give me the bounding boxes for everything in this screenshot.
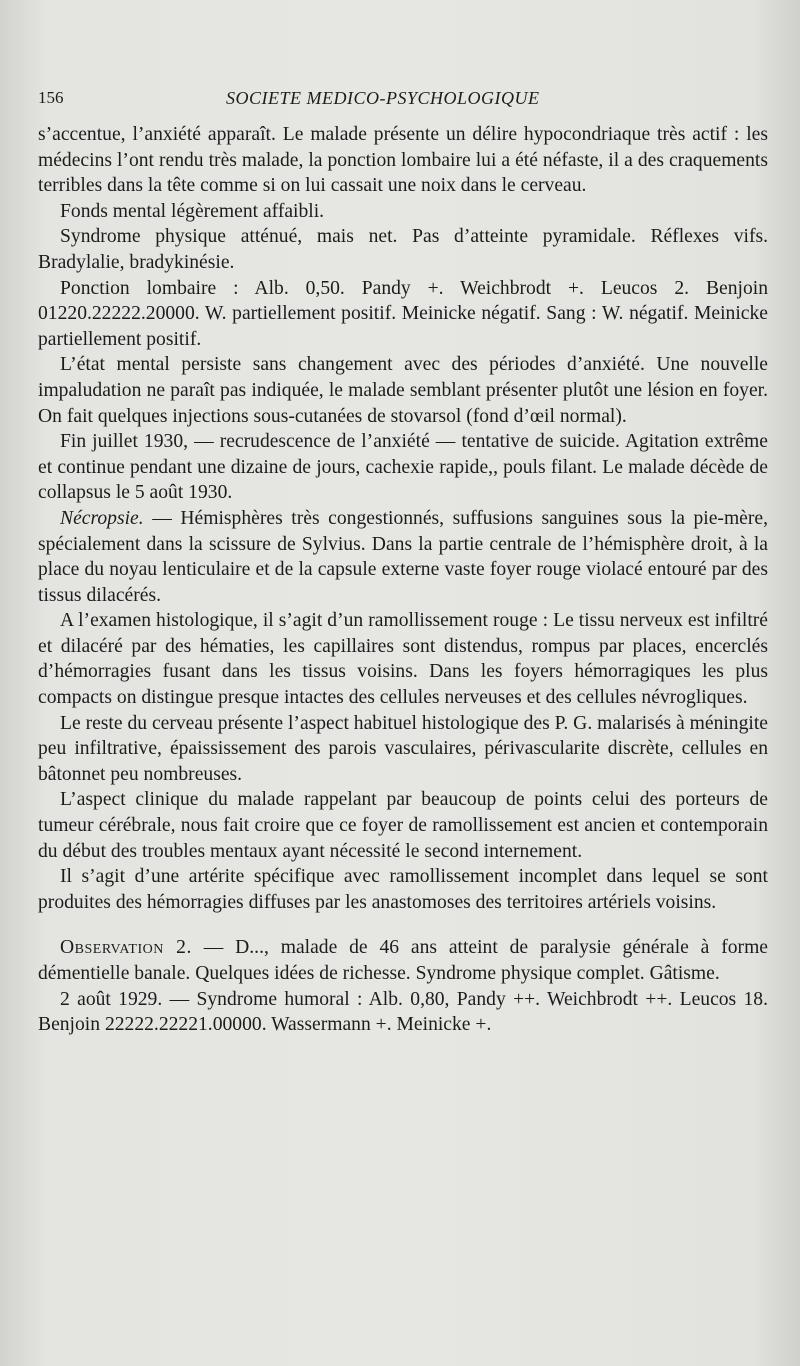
observation-text: — D..., malade de 46 ans atteint de paralysie générale à forme démentielle banale. Quelques idées de richesse. Syndrome physique complet. Gâtisme.	[38, 937, 769, 984]
paragraph: 2 août 1929. — Syndrome humoral : Alb. 0,80, Pandy ++. Weichbrodt ++. Leucos 18. Benjoin 22222.22221.00000. Wassermann +. Meinicke +.	[38, 988, 768, 1036]
page-number: 156	[38, 88, 64, 107]
body-text	[38, 122, 768, 1038]
paragraph: s’accentue, l’anxiété apparaît. Le malade présente un délire hypocondriaque très actif : les médecins l’ont rendu très malade, la ponction lombaire lui a été néfaste, il a des craquements terribles dans la tête comme si on lui cassait une noix dans le cerveau.	[38, 124, 768, 197]
paragraph: Fonds mental légèrement affaibli.	[60, 200, 325, 222]
paragraph: Le reste du cerveau présente l’aspect habituel histologique des P. G. malarisés à méningite peu infiltrative, épaississement des parois vasculaires, périvascularite discrète, cellules en bâtonnet peu nombreuses.	[38, 712, 768, 785]
necropsy-label: Nécropsie.	[60, 507, 144, 529]
paragraph-necropsy	[38, 506, 768, 608]
observation-label: Observation 2.	[60, 937, 192, 959]
paragraph: Ponction lombaire : Alb. 0,50. Pandy +. Weichbrodt +. Leucos 2. Benjoin 01220.22222.20000. W. partiellement positif. Meinicke négatif. Sang : W. négatif. Meinicke partiellement positif.	[38, 277, 768, 350]
paragraph: L’état mental persiste sans changement avec des périodes d’anxiété. Une nouvelle impaludation ne paraît pas indiquée, le malade semblant présenter plutôt une lésion en foyer. On fait quelques injections sous-cutanées de stovarsol (fond d’œil normal).	[38, 354, 768, 427]
journal-title: SOCIETE MEDICO-PSYCHOLOGIQUE	[226, 88, 540, 108]
running-header	[38, 82, 768, 116]
paragraph-observation	[38, 935, 768, 986]
paragraph: Il s’agit d’une artérite spécifique avec ramollissement incomplet dans lequel se sont produites des hémorragies diffuses par les anastomoses des territoires artériels voisins.	[38, 866, 768, 913]
paragraph: Fin juillet 1930, — recrudescence de l’anxiété — tentative de suicide. Agitation extrême et continue pendant une dizaine de jours, cachexie rapide,, pouls filant. Le malade décède de collapsus le 5 août 1930.	[38, 431, 768, 504]
paragraph: Syndrome physique atténué, mais net. Pas d’atteinte pyramidale. Réflexes vifs. Bradylalie, bradykinésie.	[38, 226, 768, 273]
paragraph: L’aspect clinique du malade rappelant par beaucoup de points celui des porteurs de tumeur cérébrale, nous fait croire que ce foyer de ramollissement est ancien et contemporain du début des troubles mentaux ayant nécessité le second internement.	[38, 789, 768, 862]
paragraph: A l’examen histologique, il s’agit d’un ramollissement rouge : Le tissu nerveux est infiltré et dilacéré par des hématies, les capillaires sont distendus, rompus par places, encerclés d’hémorragies fusant dans les tissus voisins. Dans les foyers hémorragiques les plus compacts on distingue presque intactes des cellules nerveuses et des cellules névrogliques.	[38, 610, 768, 709]
necropsy-text: — Hémisphères très congestionnés, suffusions sanguines sous la pie-mère, spécialement dans la scissure de Sylvius. Dans la partie centrale de l’hémisphère droit, à la place du noyau lenticulaire et de la capsule externe vaste foyer rouge violacé entouré par des tissus dilacérés.	[38, 507, 768, 606]
